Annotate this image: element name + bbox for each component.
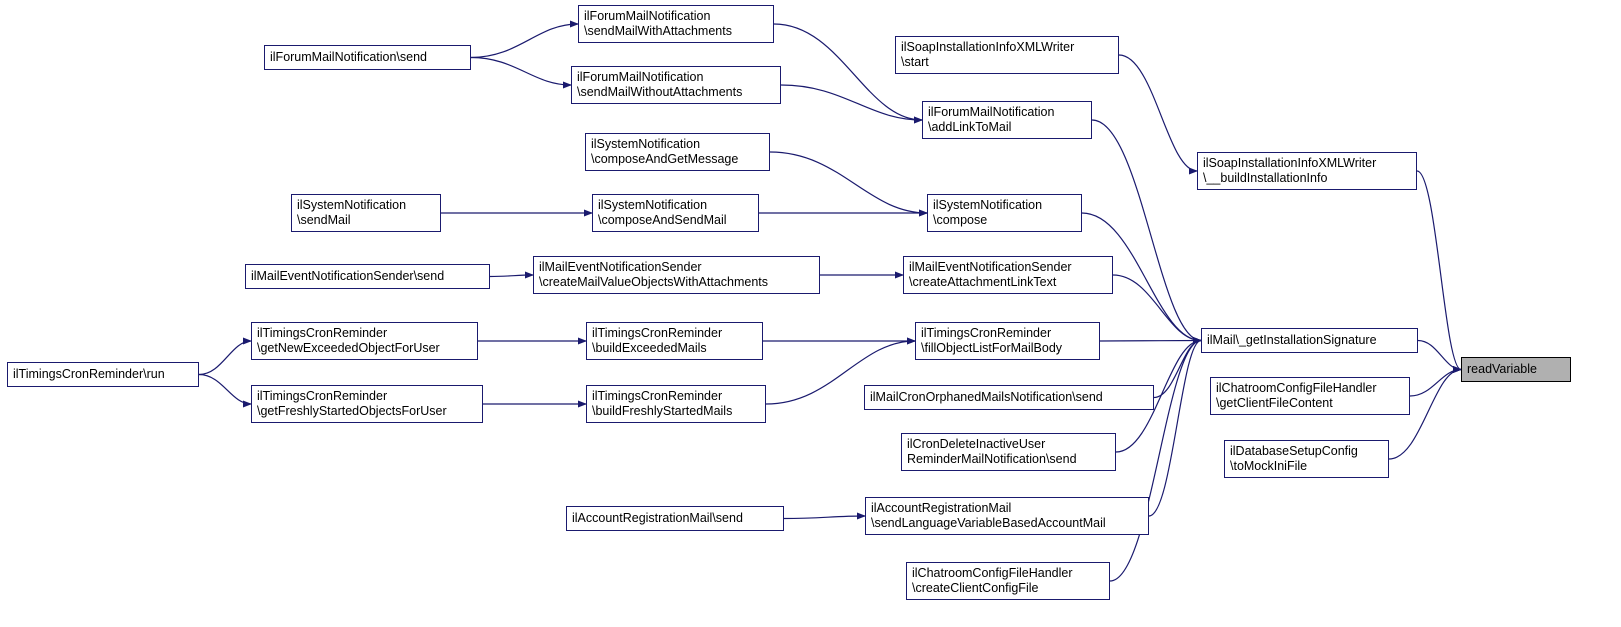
- graph-node-label: ReminderMailNotification\send: [907, 451, 1077, 466]
- graph-node-label: \composeAndSendMail: [598, 212, 727, 227]
- graph-node[interactable]: [927, 194, 1082, 232]
- graph-node[interactable]: [1210, 377, 1410, 415]
- graph-edge: [770, 152, 927, 213]
- graph-node-label: ilChatroomConfigFileHandler: [912, 565, 1073, 580]
- graph-node-label: \getNewExceededObjectForUser: [257, 340, 440, 355]
- graph-node-label: ilMailEventNotificationSender: [539, 259, 702, 274]
- graph-node-label: ilChatroomConfigFileHandler: [1216, 380, 1377, 395]
- graph-node[interactable]: [906, 562, 1110, 600]
- graph-edge: [781, 85, 922, 120]
- graph-node-label: \start: [901, 54, 929, 69]
- graph-node-label: \getFreshlyStartedObjectsForUser: [257, 403, 447, 418]
- graph-edge: [1417, 171, 1461, 370]
- graph-node[interactable]: [895, 36, 1119, 74]
- graph-edge: [490, 275, 533, 277]
- graph-edge: [1113, 275, 1201, 341]
- graph-node-label: \addLinkToMail: [928, 119, 1012, 134]
- graph-node[interactable]: [922, 101, 1092, 139]
- graph-node-label: ilTimingsCronReminder\run: [13, 366, 165, 381]
- graph-edge: [199, 341, 251, 375]
- graph-node[interactable]: [865, 497, 1149, 535]
- graph-node-label: \compose: [933, 212, 988, 227]
- graph-edge: [1410, 370, 1461, 397]
- graph-node[interactable]: [291, 194, 441, 232]
- graph-node-label: ilSystemNotification: [933, 197, 1043, 212]
- graph-node[interactable]: [251, 385, 483, 423]
- graph-node[interactable]: [915, 322, 1100, 360]
- graph-node[interactable]: [566, 506, 784, 531]
- graph-node-label: ilForumMailNotification: [577, 69, 704, 84]
- graph-node-label: \sendMail: [297, 212, 351, 227]
- graph-node-label: ilForumMailNotification: [928, 104, 1055, 119]
- graph-node-label: \composeAndGetMessage: [591, 151, 739, 166]
- graph-node-label: ilAccountRegistrationMail: [871, 500, 1012, 515]
- graph-node-label: ilCronDeleteInactiveUser: [907, 436, 1046, 451]
- graph-node-label: ilForumMailNotification: [584, 8, 711, 23]
- graph-node[interactable]: [245, 264, 490, 289]
- graph-node-label: ilMailEventNotificationSender: [909, 259, 1072, 274]
- graph-node[interactable]: [592, 194, 759, 232]
- graph-node-label: \buildFreshlyStartedMails: [592, 403, 733, 418]
- graph-node[interactable]: [1201, 328, 1418, 353]
- graph-node[interactable]: [1461, 357, 1571, 382]
- graph-node-label: \__buildInstallationInfo: [1203, 170, 1328, 185]
- graph-node-label: \sendMailWithoutAttachments: [577, 84, 743, 99]
- graph-edge: [784, 516, 865, 519]
- graph-node-label: \createClientConfigFile: [912, 580, 1039, 595]
- graph-edge: [471, 58, 571, 86]
- graph-node[interactable]: [585, 133, 770, 171]
- graph-node-label: ilAccountRegistrationMail\send: [572, 510, 743, 525]
- graph-node-label: ilMailCronOrphanedMailsNotification\send: [870, 389, 1103, 404]
- graph-node[interactable]: [1197, 152, 1417, 190]
- graph-node[interactable]: [586, 322, 763, 360]
- graph-node[interactable]: [903, 256, 1113, 294]
- graph-node[interactable]: [571, 66, 781, 104]
- graph-node-label: ilTimingsCronReminder: [257, 325, 388, 340]
- graph-node-label: \toMockIniFile: [1230, 458, 1308, 473]
- graph-node[interactable]: [533, 256, 820, 294]
- graph-node-label: ilSystemNotification: [591, 136, 701, 151]
- graph-edge: [199, 375, 251, 405]
- graph-edge: [1149, 341, 1201, 517]
- graph-node-label: ilMail\_getInstallationSignature: [1207, 332, 1377, 347]
- graph-node-label: \buildExceededMails: [592, 340, 707, 355]
- graph-node-label: \getClientFileContent: [1216, 395, 1333, 410]
- graph-node-label: ilMailEventNotificationSender\send: [251, 268, 445, 283]
- graph-node-label: readVariable: [1467, 361, 1537, 376]
- graph-edge: [1119, 55, 1197, 171]
- graph-node[interactable]: [578, 5, 774, 43]
- graph-node-label: \sendLanguageVariableBasedAccountMail: [871, 515, 1106, 530]
- graph-edge: [1100, 341, 1201, 342]
- graph-edge: [1110, 341, 1201, 582]
- graph-node-label: ilSystemNotification: [297, 197, 407, 212]
- graph-edge: [1154, 341, 1201, 398]
- graph-node[interactable]: [264, 45, 471, 70]
- graph-node-label: \createAttachmentLinkText: [909, 274, 1057, 289]
- graph-edge: [1092, 120, 1201, 341]
- graph-node-label: ilTimingsCronReminder: [257, 388, 388, 403]
- graph-node-label: \sendMailWithAttachments: [584, 23, 732, 38]
- graph-node-label: ilSoapInstallationInfoXMLWriter: [1203, 155, 1377, 170]
- graph-edge: [471, 24, 578, 58]
- graph-node-label: ilDatabaseSetupConfig: [1230, 443, 1358, 458]
- graph-node-label: \fillObjectListForMailBody: [921, 340, 1063, 355]
- graph-node[interactable]: [586, 385, 766, 423]
- graph-edge: [1418, 341, 1461, 370]
- graph-node[interactable]: [1224, 440, 1389, 478]
- graph-node-label: ilForumMailNotification\send: [270, 49, 428, 64]
- graph-node-label: ilSystemNotification: [598, 197, 708, 212]
- graph-node[interactable]: [7, 362, 199, 387]
- graph-node-label: ilSoapInstallationInfoXMLWriter: [901, 39, 1075, 54]
- graph-node[interactable]: [864, 385, 1154, 410]
- graph-node[interactable]: [901, 433, 1116, 471]
- graph-node[interactable]: [251, 322, 478, 360]
- graph-node-label: ilTimingsCronReminder: [592, 325, 723, 340]
- graph-node-label: \createMailValueObjectsWithAttachments: [539, 274, 769, 289]
- graph-node-label: ilTimingsCronReminder: [592, 388, 723, 403]
- graph-node-label: ilTimingsCronReminder: [921, 325, 1052, 340]
